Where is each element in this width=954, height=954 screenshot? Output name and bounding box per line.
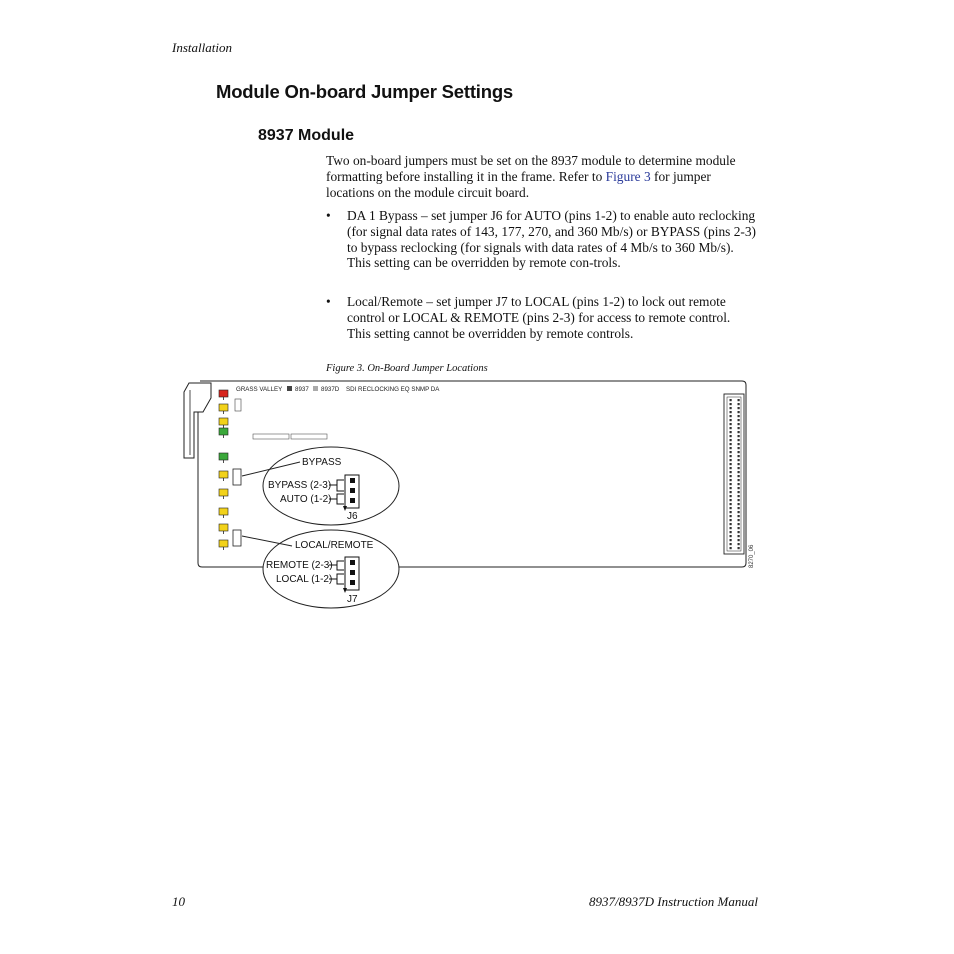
board-model-1: 8937 — [295, 386, 309, 393]
list-item-text: DA 1 Bypass – set jumper J6 for AUTO (pins 1-2) to enable auto reclocking (for signal data rates of 143, 177, 270, and 360 Mb/s) or BYPASS (pins 2-3) to bypass reclocking (for signals with data rates of 4 Mb/s to 360 Mb/s). This setting can be overridden by remote con-trols. — [347, 208, 757, 271]
connector-pin — [738, 519, 740, 521]
connector-pin — [738, 515, 740, 517]
led-indicator — [219, 428, 228, 435]
connector-pin — [730, 451, 732, 453]
connector-pin — [738, 547, 740, 549]
connector-pin — [738, 487, 740, 489]
j7-option-remote: REMOTE (2-3) — [266, 560, 333, 571]
led-indicator — [219, 508, 228, 515]
led-indicator — [219, 418, 228, 425]
connector-pin — [738, 455, 740, 457]
connector-pin — [738, 423, 740, 425]
led-indicator — [219, 390, 228, 397]
connector-pin — [738, 483, 740, 485]
checkbox-8937-icon — [287, 386, 292, 391]
connector-pin — [738, 471, 740, 473]
connector-pin — [738, 411, 740, 413]
component-row — [253, 434, 327, 439]
checkbox-8937d-icon — [313, 386, 318, 391]
connector-pin — [738, 419, 740, 421]
connector-pin — [730, 455, 732, 457]
led-indicator — [219, 453, 228, 460]
connector-pin — [730, 407, 732, 409]
connector-pin — [730, 411, 732, 413]
connector-pin — [730, 415, 732, 417]
connector-pin — [730, 479, 732, 481]
board-brand: GRASS VALLEY — [236, 386, 283, 393]
connector-pin — [738, 495, 740, 497]
page-number: 10 — [172, 894, 185, 909]
connector-pin — [738, 503, 740, 505]
connector-pin — [730, 439, 732, 441]
connector-pin — [730, 475, 732, 477]
connector-pin — [738, 463, 740, 465]
led-indicator — [219, 524, 228, 531]
connector-pin — [738, 399, 740, 401]
figure-link[interactable]: Figure 3 — [605, 168, 651, 184]
connector-pin — [730, 487, 732, 489]
j6-option-auto: AUTO (1-2) — [280, 494, 332, 505]
connector-pin — [738, 427, 740, 429]
connector-pin — [730, 519, 732, 521]
led-indicator — [219, 471, 228, 478]
connector-pin — [730, 511, 732, 513]
connector-pin — [738, 407, 740, 409]
connector-pin — [730, 527, 732, 529]
page-title: Module On-board Jumper Settings — [216, 81, 514, 102]
connector-pin — [738, 499, 740, 501]
j7-onboard-jumper — [233, 530, 241, 546]
j7-heading: LOCAL/REMOTE — [295, 540, 374, 551]
connector-pin — [730, 443, 732, 445]
connector-pin — [738, 531, 740, 533]
connector-pin — [730, 535, 732, 537]
connector-pin — [730, 483, 732, 485]
connector-pin — [738, 511, 740, 513]
connector-pin — [730, 399, 732, 401]
connector-pin — [730, 459, 732, 461]
connector-pin — [730, 531, 732, 533]
figure-caption: Figure 3. On-Board Jumper Locations — [326, 363, 488, 374]
drawing-id: 8270_06 — [749, 544, 755, 568]
connector-pin — [738, 431, 740, 433]
intro-text-before: Two on-board jumpers must be set on the 8937 module to determine module formatting before installing it in the frame. Refer to — [326, 153, 736, 184]
bullet-marker: • — [326, 208, 331, 223]
connector-pin — [730, 427, 732, 429]
manual-title: 8937/8937D Instruction Manual — [589, 894, 758, 909]
connector-pin — [738, 543, 740, 545]
connector-pin — [738, 467, 740, 469]
connector-pin — [730, 515, 732, 517]
running-header: Installation — [172, 40, 232, 55]
connector-pin — [738, 451, 740, 453]
connector-pin — [738, 479, 740, 481]
board-model-2: 8937D — [321, 386, 340, 393]
bullet-marker: • — [326, 294, 331, 309]
connector-pin — [730, 431, 732, 433]
intro-text-after: for jumper locations on the module circuit board. — [326, 168, 711, 200]
led-column — [219, 390, 228, 550]
connector-pin — [730, 495, 732, 497]
connector-pin — [730, 419, 732, 421]
connector-pin — [738, 439, 740, 441]
j7-option-local: LOCAL (1-2) — [276, 574, 333, 585]
led-indicator — [219, 404, 228, 411]
j6-label: J6 — [347, 511, 358, 522]
connector-pin — [730, 435, 732, 437]
connector-pin — [738, 475, 740, 477]
connector-pin — [738, 459, 740, 461]
led-indicator — [219, 540, 228, 547]
connector-pin — [738, 403, 740, 405]
connector-pin — [738, 491, 740, 493]
connector-pin — [738, 539, 740, 541]
section-heading: 8937 Module — [258, 127, 355, 144]
j6-heading: BYPASS — [302, 457, 342, 468]
connector-pin — [738, 447, 740, 449]
led-indicator — [219, 489, 228, 496]
connector-pin — [730, 491, 732, 493]
connector-pin — [738, 527, 740, 529]
connector-pin — [730, 467, 732, 469]
connector-pin — [738, 523, 740, 525]
connector-pin — [738, 507, 740, 509]
connector-pin — [730, 507, 732, 509]
switch-component — [235, 399, 241, 411]
connector-pin — [730, 423, 732, 425]
connector-pin — [730, 503, 732, 505]
j6-option-bypass: BYPASS (2-3) — [268, 480, 332, 491]
list-item-text: Local/Remote – set jumper J7 to LOCAL (pins 1-2) to lock out remote control or LOCAL & REMOTE (pins 2-3) for access to remote control. This setting cannot be overridden by remote controls. — [347, 294, 731, 341]
connector-pin — [738, 415, 740, 417]
connector-pin — [730, 463, 732, 465]
connector-pin — [730, 499, 732, 501]
connector-pin — [730, 523, 732, 525]
connector-pin — [730, 471, 732, 473]
j6-onboard-jumper — [233, 469, 241, 485]
connector-pin — [730, 447, 732, 449]
connector-pin — [730, 543, 732, 545]
connector-pin — [730, 547, 732, 549]
connector-pin — [738, 443, 740, 445]
board-description: SDI RECLOCKING EQ SNMP DA — [346, 386, 440, 393]
j7-label: J7 — [347, 594, 358, 605]
connector-pin — [738, 535, 740, 537]
connector-pin — [738, 435, 740, 437]
edge-connector — [724, 394, 744, 554]
connector-pin — [730, 403, 732, 405]
connector-pin — [730, 539, 732, 541]
